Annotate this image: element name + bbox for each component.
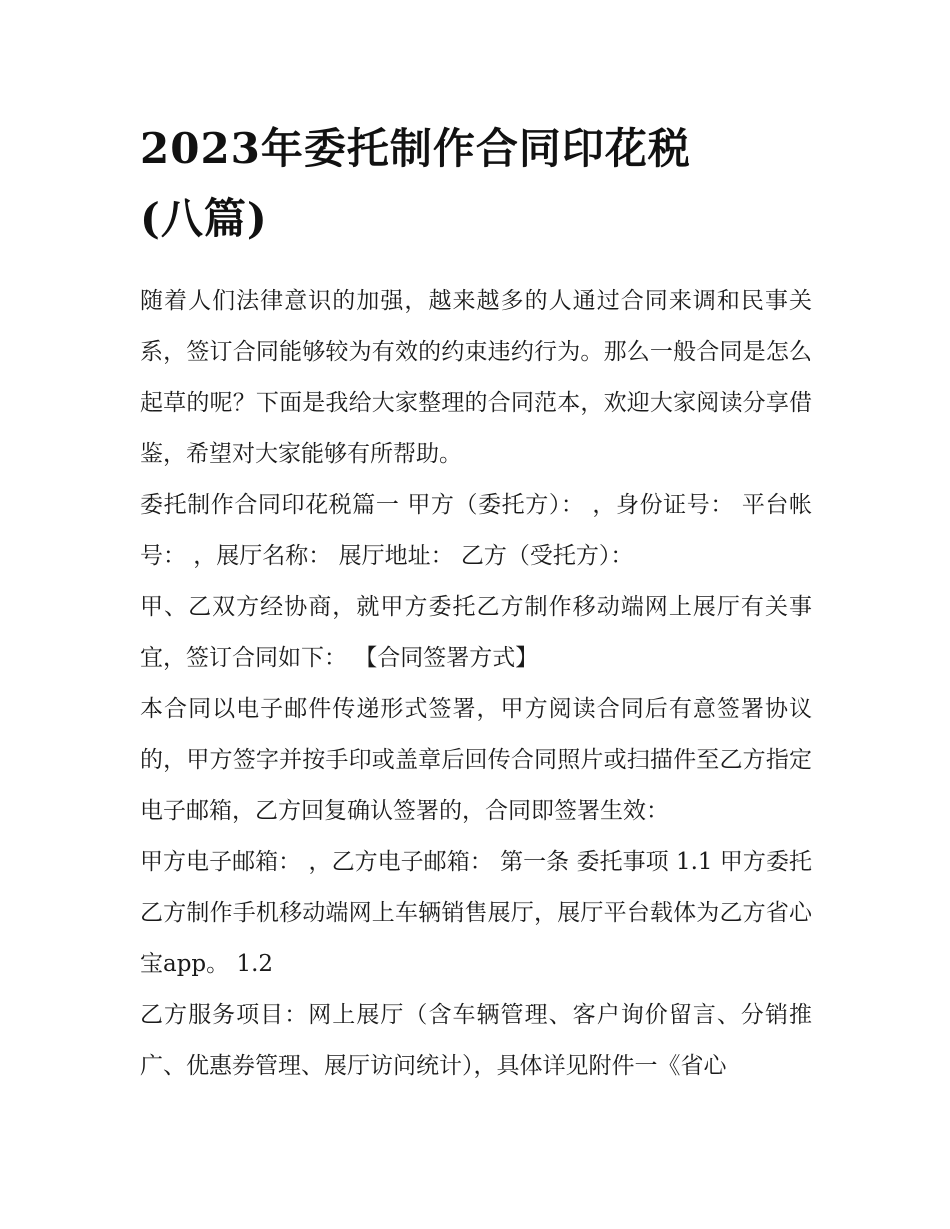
parties-paragraph: 委托制作合同印花税篇一 甲方（委托方）： ，身份证号： 平台帐号： ，展厅名称： 展厅地址： 乙方（受托方）： [140,492,812,569]
title-line-2: (八篇) [140,194,268,243]
title-line-1: 2023年委托制作合同印花税 [140,124,691,173]
document-content [140,114,812,1092]
document-title [140,114,812,254]
service-items-paragraph: 乙方服务项目：网上展厅（含车辆管理、客户询价留言、分销推广、优惠券管理、展厅访问统计），具体详见附件一《省心 [140,1002,812,1079]
intro-paragraph: 随着人们法律意识的加强，越来越多的人通过合同来调和民事关系，签订合同能够较为有效的约束违约行为。那么一般合同是怎么起草的呢？下面是我给大家整理的合同范本，欢迎大家阅读分享借鉴，希望对大家能够有所帮助。 [140,288,812,467]
signing-method-paragraph: 本合同以电子邮件传递形式签署，甲方阅读合同后有意签署协议的，甲方签字并按手印或盖章后回传合同照片或扫描件至乙方指定电子邮箱，乙方回复确认签署的，合同即签署生效： [140,696,812,824]
article-one-paragraph: 甲方电子邮箱： ，乙方电子邮箱： 第一条 委托事项 1.1 甲方委托乙方制作手机移动端网上车辆销售展厅，展厅平台载体为乙方省心宝app。 1.2 [140,849,812,977]
document-body [140,276,812,1092]
agreement-paragraph: 甲、乙双方经协商，就甲方委托乙方制作移动端网上展厅有关事宜，签订合同如下： 【合同签署方式】 [140,594,812,671]
